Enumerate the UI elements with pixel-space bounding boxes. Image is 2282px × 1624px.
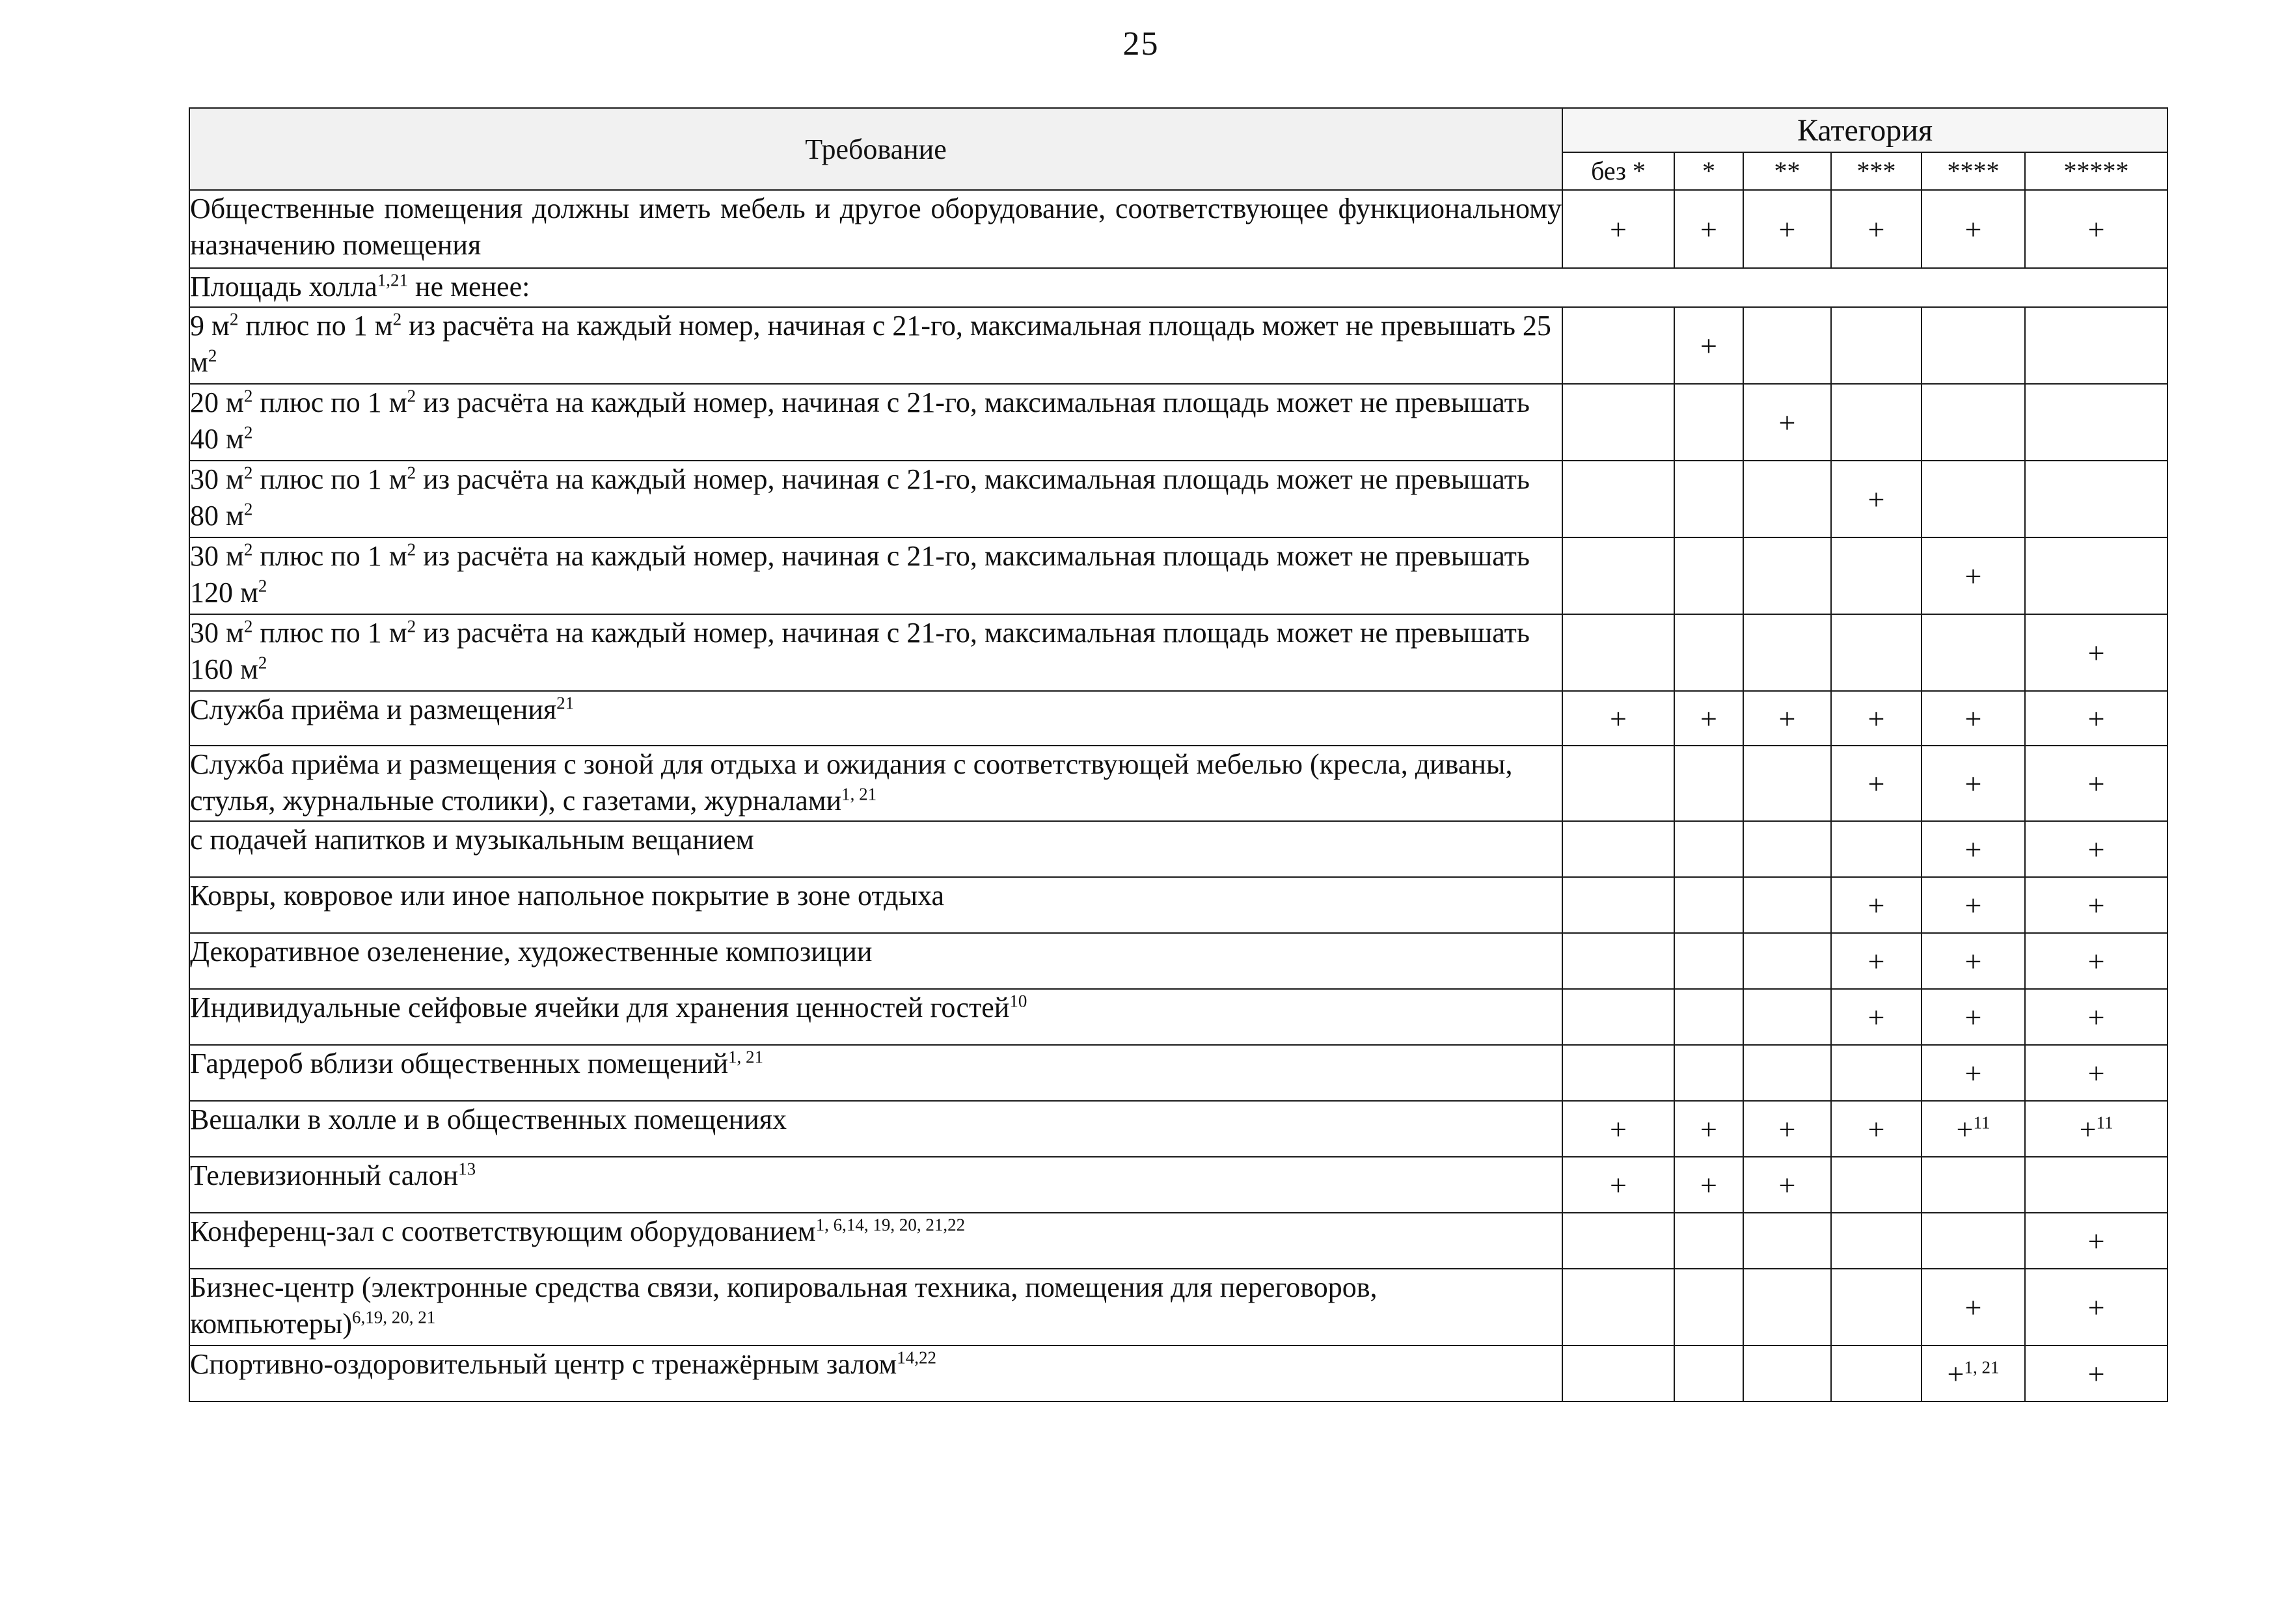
mark: +	[1868, 701, 1885, 735]
category-column-header: Категория	[1562, 108, 2167, 152]
category-subheader: *****	[2025, 152, 2167, 190]
requirement-cell	[189, 384, 1562, 461]
mark: +	[1868, 482, 1885, 516]
footnote-ref: 1, 21	[841, 784, 877, 804]
requirement-text: не менее:	[408, 271, 530, 303]
table-row	[189, 1045, 2167, 1101]
mark: +	[1964, 1290, 1982, 1324]
mark: +	[1964, 888, 1982, 922]
mark: +	[1778, 1112, 1796, 1146]
category-mark-cell	[1922, 537, 2025, 614]
mark: +	[1956, 1112, 1974, 1146]
table-row	[189, 268, 2167, 307]
table-row	[189, 1157, 2167, 1213]
requirement-text: 20 м	[190, 386, 244, 418]
requirement-cell	[189, 614, 1562, 691]
category-mark-cell	[1922, 190, 2025, 268]
requirement-cell	[189, 933, 1562, 989]
category-mark-cell	[1922, 1346, 2025, 1401]
table-row	[189, 461, 2167, 537]
category-mark-cell	[1562, 933, 1674, 989]
category-mark-cell	[1831, 461, 1922, 537]
superscript: 2	[407, 463, 416, 483]
superscript: 2	[243, 539, 253, 560]
requirement-column-header: Требование	[189, 108, 1562, 190]
superscript: 2	[208, 345, 217, 366]
requirement-text: из расчёта на каждый номер, начиная с 21-го, максимальная площадь может не превышать 25 м	[190, 310, 1551, 378]
category-mark-cell	[2025, 307, 2167, 384]
footnote-ref: 1, 21	[1964, 1357, 2000, 1377]
category-mark-cell	[1743, 307, 1831, 384]
category-mark-cell	[1831, 989, 1922, 1045]
table-row	[189, 307, 2167, 384]
category-mark-cell	[1831, 190, 1922, 268]
category-mark-cell	[1674, 877, 1743, 933]
requirement-text: Служба приёма и размещения	[190, 694, 557, 725]
category-mark-cell	[1831, 877, 1922, 933]
requirement-cell	[189, 537, 1562, 614]
category-mark-cell	[1674, 933, 1743, 989]
mark: +	[1778, 405, 1796, 439]
category-mark-cell	[1831, 933, 1922, 989]
requirement-text: 30 м	[190, 463, 244, 495]
category-mark-cell	[1922, 461, 2025, 537]
mark: +	[1778, 212, 1796, 246]
superscript: 2	[258, 653, 267, 673]
requirement-cell	[189, 190, 1562, 268]
requirement-cell	[189, 821, 1562, 877]
category-mark-cell	[1674, 1213, 1743, 1269]
category-mark-cell	[1922, 1157, 2025, 1213]
footnote-ref: 1, 21	[728, 1047, 763, 1067]
category-mark-cell	[1831, 1045, 1922, 1101]
mark: +	[2087, 701, 2105, 735]
mark: +	[1700, 701, 1717, 735]
category-mark-cell	[2025, 933, 2167, 989]
category-subheader: *	[1674, 152, 1743, 190]
footnote-ref: 13	[458, 1159, 476, 1179]
category-mark-cell	[1562, 190, 1674, 268]
category-mark-cell	[1562, 384, 1674, 461]
requirement-cell	[189, 691, 1562, 746]
mark: +	[1778, 701, 1796, 735]
superscript: 2	[229, 309, 239, 329]
table-row	[189, 1269, 2167, 1346]
category-mark-cell	[1922, 1045, 2025, 1101]
requirement-text: Телевизионный салон	[190, 1159, 459, 1191]
superscript: 2	[407, 539, 416, 560]
superscript: 2	[407, 616, 416, 636]
category-mark-cell	[1743, 746, 1831, 821]
mark: +	[1700, 212, 1717, 246]
category-mark-cell	[1743, 461, 1831, 537]
category-mark-cell	[1674, 1045, 1743, 1101]
requirements-table	[189, 107, 2168, 1402]
requirement-text: из расчёта на каждый номер, начиная с 21-го, максимальная площадь может не превышать 40 м	[190, 386, 1530, 455]
category-mark-cell	[1674, 614, 1743, 691]
category-mark-cell	[1743, 933, 1831, 989]
category-mark-cell	[1743, 1101, 1831, 1157]
category-mark-cell	[2025, 691, 2167, 746]
requirement-text: Ковры, ковровое или иное напольное покрытие в зоне отдыха	[190, 880, 944, 912]
mark: +	[1700, 1168, 1717, 1202]
category-mark-cell	[2025, 989, 2167, 1045]
category-mark-cell	[1674, 746, 1743, 821]
superscript: 2	[407, 386, 416, 406]
category-mark-cell	[2025, 877, 2167, 933]
category-mark-cell	[2025, 190, 2167, 268]
mark: +	[1868, 766, 1885, 800]
category-mark-cell	[1674, 1269, 1743, 1346]
category-subheader: без *	[1562, 152, 1674, 190]
superscript: 2	[243, 616, 253, 636]
category-mark-cell	[1562, 821, 1674, 877]
category-mark-cell	[1674, 1157, 1743, 1213]
category-mark-cell	[1922, 877, 2025, 933]
footnote-ref: 1,21	[377, 270, 409, 290]
table-row	[189, 1101, 2167, 1157]
requirement-cell	[189, 307, 1562, 384]
category-mark-cell	[2025, 1101, 2167, 1157]
requirement-text: плюс по 1 м	[252, 540, 407, 572]
category-mark-cell	[1674, 307, 1743, 384]
category-mark-cell	[1743, 1045, 1831, 1101]
mark: +	[2087, 212, 2105, 246]
footnote-ref: 6,19, 20, 21	[352, 1307, 436, 1327]
requirement-text: плюс по 1 м	[252, 386, 407, 418]
category-mark-cell	[1831, 307, 1922, 384]
footnote-ref: 21	[556, 693, 575, 713]
mark: +	[1868, 1112, 1885, 1146]
category-mark-cell	[1674, 821, 1743, 877]
category-mark-cell	[1743, 989, 1831, 1045]
category-mark-cell	[1562, 1346, 1674, 1401]
mark: +	[1868, 944, 1885, 978]
requirement-text: из расчёта на каждый номер, начиная с 21-го, максимальная площадь может не превышать 120 м	[190, 540, 1530, 608]
mark: +	[1700, 329, 1717, 362]
table-row	[189, 614, 2167, 691]
mark: +	[2087, 766, 2105, 800]
category-mark-cell	[1831, 1101, 1922, 1157]
mark: +	[1964, 944, 1982, 978]
category-mark-cell	[1674, 461, 1743, 537]
category-mark-cell	[1831, 1269, 1922, 1346]
category-mark-cell	[2025, 537, 2167, 614]
table-row	[189, 190, 2167, 268]
category-mark-cell	[1831, 691, 1922, 746]
mark: +	[1964, 766, 1982, 800]
category-mark-cell	[2025, 1213, 2167, 1269]
category-mark-cell	[1562, 877, 1674, 933]
table-row	[189, 537, 2167, 614]
category-mark-cell	[1562, 1269, 1674, 1346]
mark: +	[2087, 1224, 2105, 1258]
category-subheader: ****	[1922, 152, 2025, 190]
category-mark-cell	[1743, 877, 1831, 933]
requirement-text: Конференц-зал с соответствующим оборудованием	[190, 1215, 816, 1247]
requirement-text: Гардероб вблизи общественных помещений	[190, 1048, 728, 1079]
category-subheader: **	[1743, 152, 1831, 190]
footnote-ref: 10	[1009, 991, 1027, 1011]
table-row	[189, 1346, 2167, 1401]
requirement-text: 30 м	[190, 617, 244, 649]
category-mark-cell	[1922, 933, 2025, 989]
footnote-ref: 14,22	[897, 1347, 936, 1368]
category-mark-cell	[1562, 461, 1674, 537]
category-mark-cell	[2025, 384, 2167, 461]
category-mark-cell	[1831, 614, 1922, 691]
category-mark-cell	[1743, 190, 1831, 268]
category-mark-cell	[1922, 821, 2025, 877]
requirement-cell	[189, 461, 1562, 537]
requirement-text: Спортивно-оздоровительный центр с тренажёрным залом	[190, 1348, 897, 1380]
category-mark-cell	[1831, 746, 1922, 821]
table-row	[189, 933, 2167, 989]
category-mark-cell	[1562, 307, 1674, 384]
superscript: 2	[392, 309, 402, 329]
requirement-text: 30 м	[190, 540, 244, 572]
table-row	[189, 384, 2167, 461]
category-mark-cell	[1922, 989, 2025, 1045]
footnote-ref: 1, 6,14, 19, 20, 21,22	[815, 1215, 966, 1235]
requirement-cell	[189, 268, 2167, 307]
mark: +	[1610, 212, 1627, 246]
mark: +	[1610, 1168, 1627, 1202]
requirement-text: Общественные помещения должны иметь мебель и другое оборудование, соответствующее функциональному назначению помещения	[190, 193, 1562, 261]
category-mark-cell	[1674, 1346, 1743, 1401]
requirement-text: плюс по 1 м	[238, 310, 393, 342]
requirement-text: Бизнес-центр (электронные средства связи, копировальная техника, помещения для переговоров, компьютеры)	[190, 1271, 1378, 1340]
requirement-text: с подачей напитков и музыкальным вещанием	[190, 824, 754, 856]
requirement-cell	[189, 746, 1562, 821]
mark: +	[1610, 1112, 1627, 1146]
category-mark-cell	[1743, 384, 1831, 461]
requirement-cell	[189, 1157, 1562, 1213]
category-mark-cell	[1674, 691, 1743, 746]
category-subheader: ***	[1831, 152, 1922, 190]
category-mark-cell	[1743, 1213, 1831, 1269]
mark: +	[1700, 1112, 1717, 1146]
requirement-cell	[189, 1045, 1562, 1101]
category-mark-cell	[2025, 1045, 2167, 1101]
category-mark-cell	[1831, 1213, 1922, 1269]
requirement-text: из расчёта на каждый номер, начиная с 21-го, максимальная площадь может не превышать 160 м	[190, 617, 1530, 685]
mark: +	[1610, 701, 1627, 735]
category-mark-cell	[1831, 384, 1922, 461]
category-mark-cell	[1831, 1157, 1922, 1213]
category-mark-cell	[2025, 1269, 2167, 1346]
mark: +	[1868, 212, 1885, 246]
requirement-cell	[189, 1269, 1562, 1346]
category-mark-cell	[1922, 614, 2025, 691]
mark: +	[2087, 944, 2105, 978]
category-mark-cell	[1831, 537, 1922, 614]
requirement-cell	[189, 989, 1562, 1045]
requirement-text: Декоративное озеленение, художественные композиции	[190, 936, 873, 968]
table-row	[189, 746, 2167, 821]
requirement-cell	[189, 1101, 1562, 1157]
category-mark-cell	[1743, 1269, 1831, 1346]
requirement-cell	[189, 1213, 1562, 1269]
mark: +	[1964, 559, 1982, 593]
mark: +	[1868, 1000, 1885, 1034]
superscript: 2	[243, 463, 253, 483]
mark: +	[2087, 832, 2105, 866]
superscript: 2	[243, 499, 253, 519]
superscript: 2	[243, 386, 253, 406]
table-row	[189, 691, 2167, 746]
requirement-text: плюс по 1 м	[252, 463, 407, 495]
category-mark-cell	[1562, 691, 1674, 746]
category-mark-cell	[2025, 1157, 2167, 1213]
category-mark-cell	[1922, 1269, 2025, 1346]
table-row	[189, 877, 2167, 933]
mark: +	[1964, 212, 1982, 246]
requirement-text: Индивидуальные сейфовые ячейки для хранения ценностей гостей	[190, 992, 1010, 1023]
category-mark-cell	[1922, 1101, 2025, 1157]
category-mark-cell	[1562, 1101, 1674, 1157]
mark: +	[2087, 1357, 2105, 1390]
category-mark-cell	[1922, 384, 2025, 461]
category-mark-cell	[1743, 614, 1831, 691]
category-mark-cell	[1674, 384, 1743, 461]
category-mark-cell	[1562, 989, 1674, 1045]
mark: +	[2087, 636, 2105, 670]
table-row	[189, 821, 2167, 877]
category-mark-cell	[1831, 1346, 1922, 1401]
mark: +	[1868, 888, 1885, 922]
category-mark-cell	[1562, 1213, 1674, 1269]
category-mark-cell	[1922, 307, 2025, 384]
footnote-ref: 11	[2096, 1113, 2113, 1133]
category-mark-cell	[1562, 746, 1674, 821]
mark: +	[1964, 1056, 1982, 1090]
mark: +	[1947, 1357, 1964, 1390]
table-row	[189, 989, 2167, 1045]
footnote-ref: 11	[1973, 1113, 1990, 1133]
category-mark-cell	[2025, 1346, 2167, 1401]
category-mark-cell	[1743, 1346, 1831, 1401]
requirement-text: Вешалки в холле и в общественных помещениях	[190, 1103, 787, 1135]
mark: +	[2087, 1056, 2105, 1090]
mark: +	[2087, 888, 2105, 922]
requirement-text: 9 м	[190, 310, 230, 342]
mark: +	[1964, 832, 1982, 866]
requirement-text: Площадь холла	[190, 271, 377, 303]
superscript: 2	[258, 576, 267, 596]
category-mark-cell	[1562, 614, 1674, 691]
requirement-text: из расчёта на каждый номер, начиная с 21-го, максимальная площадь может не превышать 80 м	[190, 463, 1530, 532]
requirement-cell	[189, 877, 1562, 933]
category-mark-cell	[1674, 190, 1743, 268]
category-mark-cell	[1743, 821, 1831, 877]
category-mark-cell	[1743, 691, 1831, 746]
category-mark-cell	[1562, 1157, 1674, 1213]
category-mark-cell	[2025, 461, 2167, 537]
mark: +	[2087, 1000, 2105, 1034]
mark: +	[2079, 1112, 2097, 1146]
category-mark-cell	[1674, 989, 1743, 1045]
category-mark-cell	[1922, 746, 2025, 821]
category-mark-cell	[2025, 821, 2167, 877]
category-mark-cell	[2025, 614, 2167, 691]
superscript: 2	[243, 422, 253, 442]
page-number: 25	[1122, 25, 1160, 62]
category-mark-cell	[1674, 1101, 1743, 1157]
requirement-text: Служба приёма и размещения с зоной для отдыха и ожидания с соответствующей мебелью (кресла, диваны, стулья, журнальные столики), с газетами, журналами	[190, 748, 1513, 817]
category-mark-cell	[1922, 1213, 2025, 1269]
category-mark-cell	[1922, 691, 2025, 746]
requirement-cell	[189, 1346, 1562, 1401]
category-mark-cell	[1743, 537, 1831, 614]
category-mark-cell	[1743, 1157, 1831, 1213]
mark: +	[2087, 1290, 2105, 1324]
category-mark-cell	[2025, 746, 2167, 821]
category-mark-cell	[1674, 537, 1743, 614]
mark: +	[1964, 701, 1982, 735]
category-mark-cell	[1562, 1045, 1674, 1101]
mark: +	[1778, 1168, 1796, 1202]
mark: +	[1964, 1000, 1982, 1034]
table-row	[189, 1213, 2167, 1269]
requirement-text: плюс по 1 м	[252, 617, 407, 649]
category-mark-cell	[1831, 821, 1922, 877]
category-mark-cell	[1562, 537, 1674, 614]
